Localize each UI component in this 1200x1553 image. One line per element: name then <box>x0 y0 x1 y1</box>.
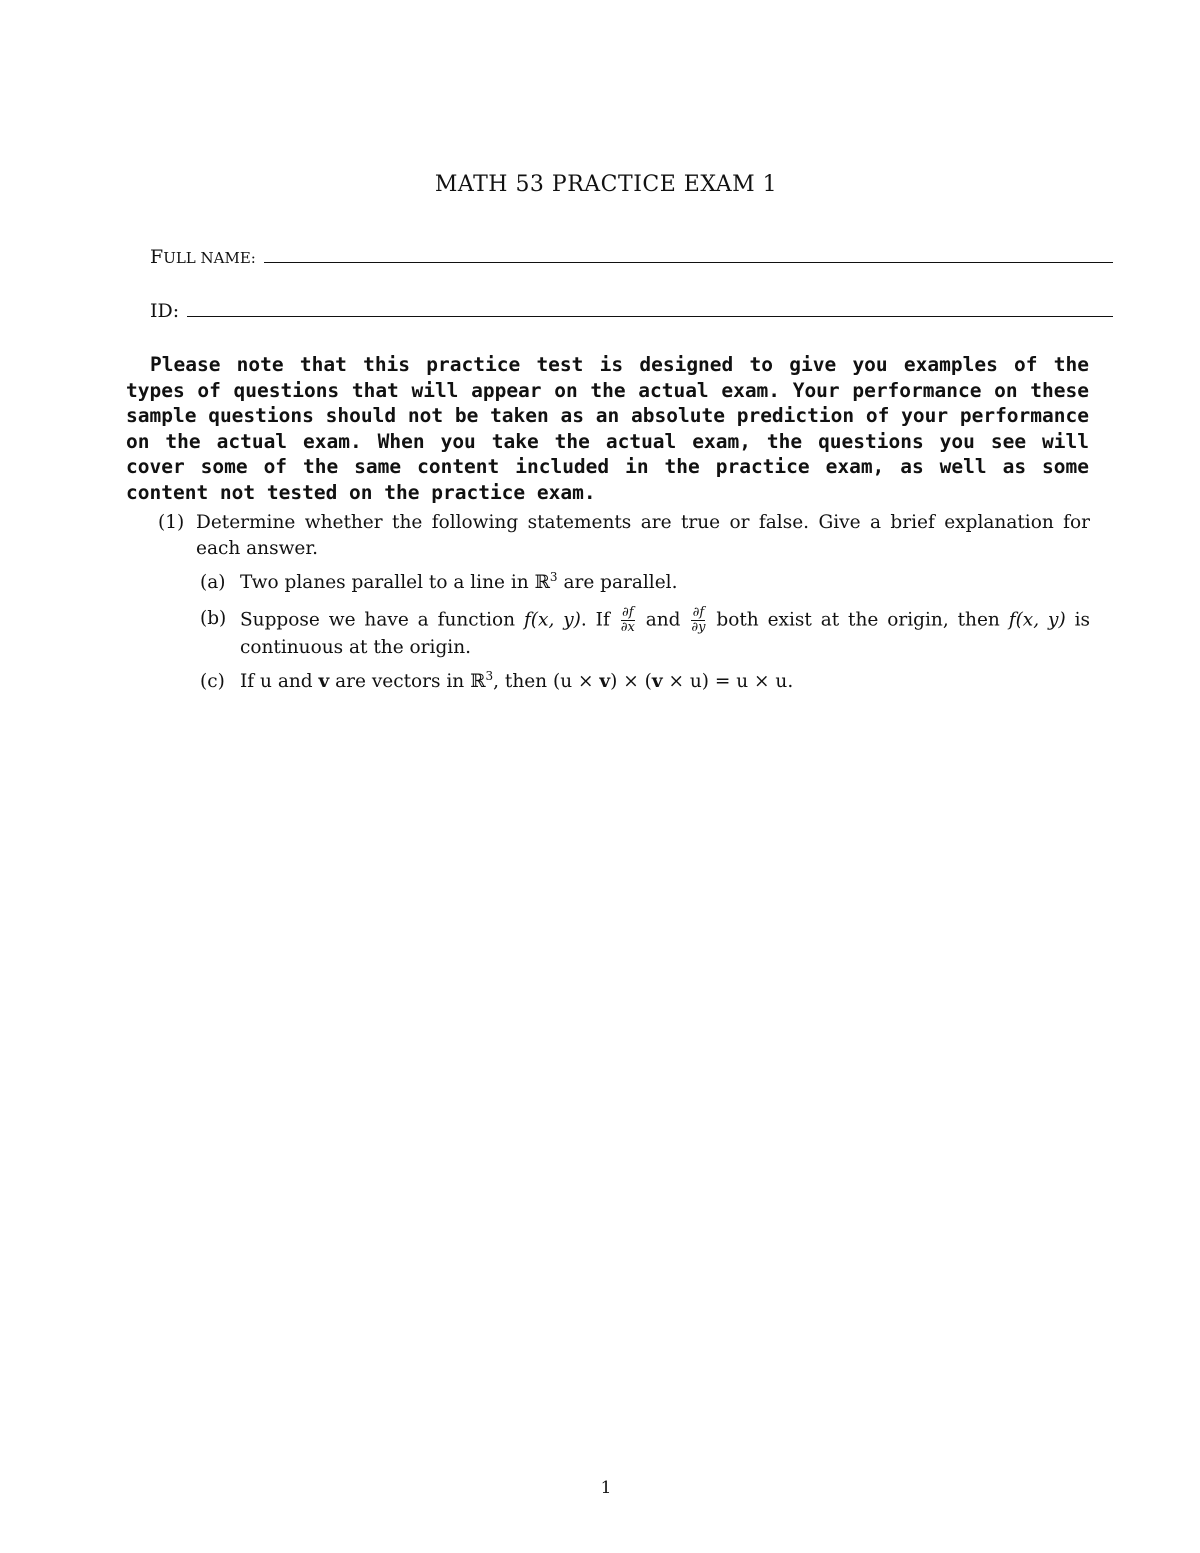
id-field <box>150 300 1113 322</box>
full-name-line <box>264 262 1113 263</box>
question-number: (1) <box>158 512 185 533</box>
question-text: Determine whether the following statements are true or false. Give a brief explanation for each answer. <box>196 512 1090 559</box>
question-1a <box>200 570 1090 596</box>
part-text: Two planes parallel to a line in ℝ$^3$ are parallel. <box>240 569 678 593</box>
full-name-label: FULL NAME: <box>150 246 256 268</box>
part-label: (b) <box>200 608 227 629</box>
part-label: (c) <box>200 671 225 692</box>
page-title: MATH 53 PRACTICE EXAM 1 <box>434 172 778 197</box>
page-number: 1 <box>600 1478 612 1498</box>
question-1 <box>158 510 1090 562</box>
practice-note: Please note that this practice test is designed to give you examples of the types of questions that will appear on the actual exam. Your performance on these sample questions should not be taken as an absolute prediction of your performance on the actual exam. When you take the actual exam, the questions you see will cover some of the same content included in the practice exam, as well as some content not tested on the practice exam. <box>126 353 1089 504</box>
question-1b <box>200 606 1090 661</box>
part-text: If u and v are vectors in ℝ$^3$, then (u × v) × (v × u) = u × u. <box>240 668 794 692</box>
full-name-field <box>150 246 1113 268</box>
part-text: Suppose we have a function f(x, y). If $\frac{\partial f}{\partial x}$ and $\frac{\partial f}{\partial y}$ both exist at the origin, then f(x, y) is continuous at the origin. <box>240 605 1090 658</box>
id-line <box>187 316 1113 317</box>
partial-y-fraction: $\frac{\partial f}{\partial y}$ <box>691 605 706 635</box>
part-label: (a) <box>200 572 226 593</box>
partial-x-fraction: $\frac{\partial f}{\partial x}$ <box>620 605 635 635</box>
id-label: ID: <box>150 300 180 322</box>
question-1c <box>200 669 1090 695</box>
